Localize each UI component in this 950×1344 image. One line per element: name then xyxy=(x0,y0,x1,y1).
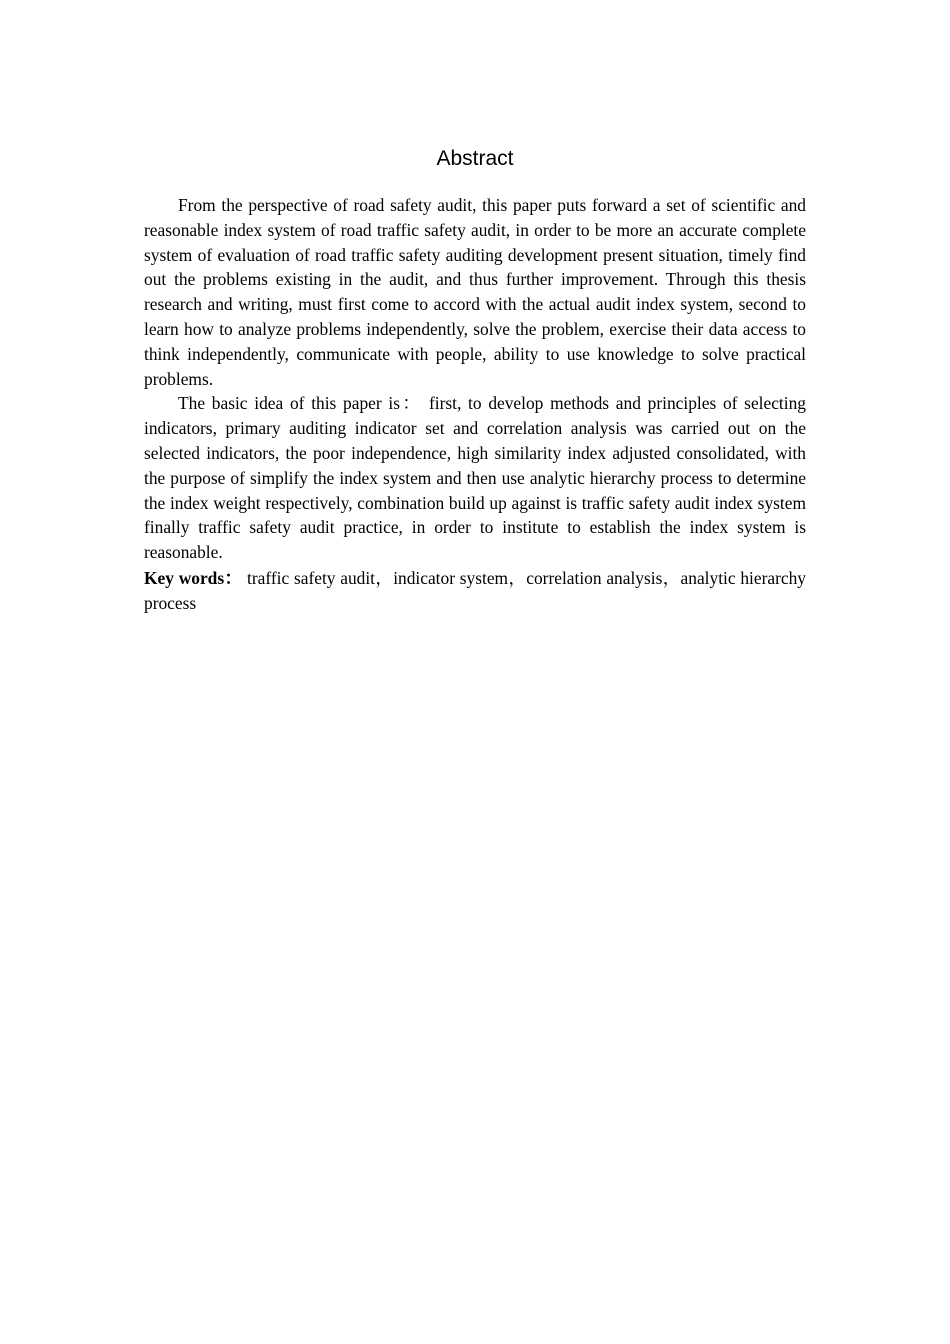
abstract-paragraph-2: The basic idea of this paper is： first, to develop methods and principles of selecting indicators, primary auditing indicator set and correlation analysis was carried out on the selected indicators, the poor independence, high similarity index adjusted consolidated, with the purpose of simplify the index system and then use analytic hierarchy process to determine the index weight respectively, combination build up against is traffic safety audit index system finally traffic safety audit practice, in order to institute to establish the index system is reasonable. xyxy=(144,393,806,563)
abstract-paragraph-1: From the perspective of road safety audit, this paper puts forward a set of scientific and reasonable index system of road traffic safety audit, in order to be more an accurate complete system of evaluation of road traffic safety auditing development present situation, timely find out the problems existing in the audit, and thus further improvement. Through this thesis research and writing, must first come to accord with the actual audit index system, second to learn how to analyze problems independently, solve the problem, exercise their data access to think independently, communicate with people, ability to use knowledge to solve practical problems. xyxy=(144,195,806,389)
abstract-page xyxy=(144,145,806,616)
keywords-text: traffic safety audit，indicator system，correlation analysis，analytic hierarchy process xyxy=(144,567,806,613)
keywords-label: Key words： xyxy=(144,567,243,588)
abstract-title: Abstract xyxy=(436,147,514,170)
keywords-line xyxy=(144,566,806,616)
